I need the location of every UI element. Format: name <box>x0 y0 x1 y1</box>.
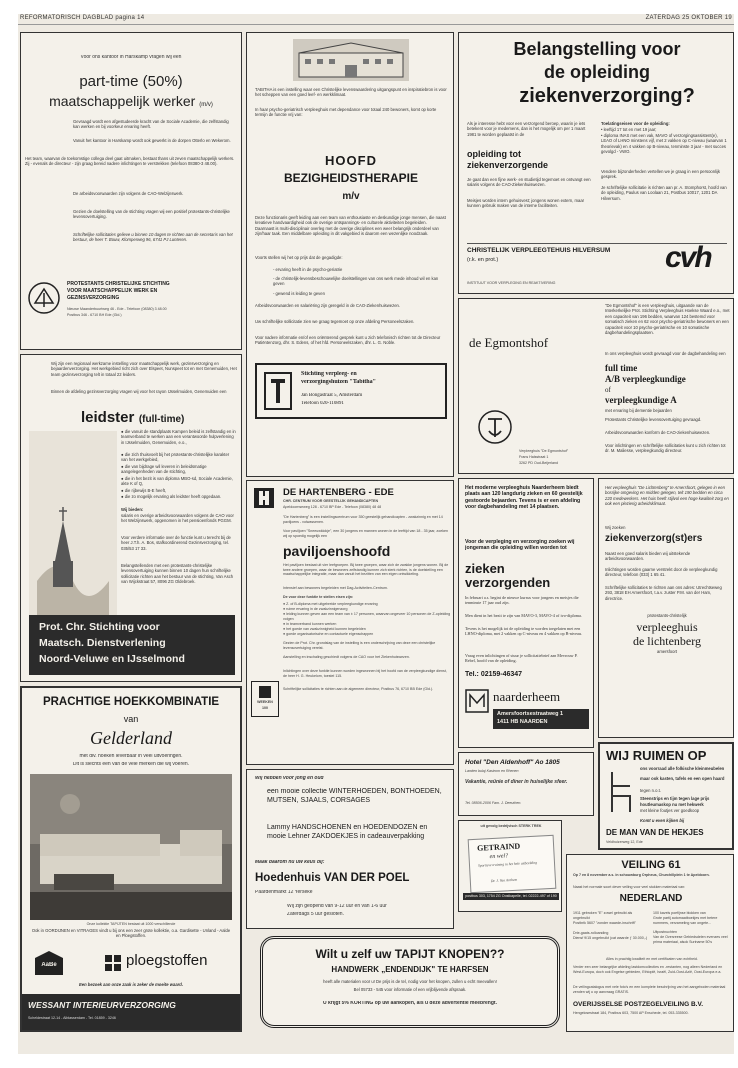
ad-egmontshof-job-3: of <box>605 386 611 394</box>
ad-harskamp-text-3: Het team, waarvan de toekomstige collega deel gaat uitmaken, bestaat thans uit zeven maatschappelijk werkers. Zij - evenals de directeur - zijn graag bereid nadere inlichtingen te verstrekken (telefoon 08380-3 48.00). <box>25 156 235 167</box>
ad-getraind-head: uit gevolg bedrijvisch STERK TREK <box>480 824 542 828</box>
ad-naarderheem-logo: naarderheem <box>493 689 561 704</box>
ad-nv-b-5: ● die rijbewijs B-E heeft, <box>121 488 167 493</box>
header-right: ZATERDAG 25 OKTOBER 19 <box>645 15 732 21</box>
ad-hartenberg-title: DE HARTENBERG - EDE <box>283 487 394 498</box>
ad-tabitha-bullet-1: - ervaring heeft in de psycho-geriatrie <box>273 267 343 272</box>
ad-getraind-addr: postbus 303, 1754 ZG Oostkapelle, tel. 02222-497 of 190 <box>463 893 559 900</box>
ad-gelderland-title: PRACHTIGE HOEKKOMBINATIE <box>42 696 220 708</box>
ad-hartenberg-logo-icon <box>253 487 275 509</box>
ad-tapijt-text-3: U krijgt 5% KORTING op uw aankopen, als u deze advertentie meebrengt. <box>323 1001 497 1006</box>
ad-winterhoeden-addr: Paardenmarkt 12 Yerseke <box>255 890 313 895</box>
ad-lichtenberg <box>598 478 734 738</box>
ad-noord-veluwe <box>20 354 242 682</box>
ad-egmontshof-job-4: verpleegkundige A <box>605 395 677 405</box>
ad-tabitha-title-3: m/v <box>342 191 360 202</box>
ad-naarderheem-tel: Tel.: 02159-46347 <box>465 671 523 678</box>
ad-hartenberg-req-2: ● ruime ervaring in de zwakzinnigenzorg <box>283 607 348 611</box>
ad-gelderland-footer-addr: Scheldestraat 12-14 - Alblasserdam - Tel. 01859 - 3246 <box>28 1016 116 1020</box>
header-left: REFORMATORISCH DAGBLAD pagina 14 <box>20 15 145 21</box>
ad-tabitha-building-illustration <box>293 39 409 81</box>
ad-veiling-text-2: Alles in prachtig kwaliteit en met certificaten van echtheid. <box>606 957 698 961</box>
ad-egmontshof-addr-1: Verpleeghuis "De Egmontshof" <box>519 449 569 453</box>
ad-veiling-text-3: Verder een zeer belangrijke afdeling lastdomcollecties en -restanten, nog alleen Nederland en West-Europa, doch ook Engelse gebieden, Ethiopië, Israël, Zuid-Oost-Azië, Oost-Europa e.a. <box>573 965 723 974</box>
ad-veiling-sub: Op 7 en 8 november a.s. in schouwburg Orpheus, Churchillplein 1 te Apeldoorn. <box>573 873 710 877</box>
ad-tabitha-title-1: HOOFD <box>325 153 377 168</box>
ad-nv-b-1: ● die vanuit de standplaats Kampen beleid is zelfstandig en in teamverband te werken aan een verantwoorde hulpverlening in IJsselmuiden, Genemuiden, e.o., <box>121 429 236 445</box>
ad-tabitha-title-2: BEZIGHEIDSTHERAPIE <box>283 171 418 185</box>
ad-zv-right-1: Toelatingseisen voor de opleiding: <box>601 121 670 126</box>
page-header <box>18 14 734 25</box>
ad-winterhoeden-text-3: Maak daarom nu uw keus bij: <box>255 860 325 865</box>
ad-naarderheem <box>458 478 594 748</box>
ad-lichtenberg-logo-3: de lichtenberg <box>632 634 702 648</box>
ad-hartenberg-text-5: Gezien de Prot. Chr. grondslag van de instelling is een onderschrijving van deze een christelijke levensovertuiging vereist. <box>283 641 436 650</box>
ad-hartenberg-text-1: "De Hartenberg" is een instellingscentrum voor 350 geestelijk gehandicapten - zwakzinnig en met 14 paviljoens - volwassenen. <box>283 515 443 524</box>
ad-lichtenberg-logo-1: protestants-christelijk <box>647 613 687 618</box>
ad-veiling-l-2: Postbrik 5607 "zonder waarde-inschrift" <box>573 921 636 925</box>
ad-harskamp-org-1: PROTESTANTS CHRISTELIJKE STICHTING <box>67 281 170 287</box>
ad-nv-b-4: ● die in het bezit is van diploma MBO-sd, Sociale Academie, akte K of Q, <box>121 476 233 487</box>
ad-veiling-addr: Hengelosestraat 184, Postbus 603, 7500 AP Enschede, tel. 053-335500. <box>573 1011 689 1015</box>
ad-ziekenverzorging <box>458 32 734 294</box>
ad-hartenberg-badge-2: 100 <box>262 706 268 710</box>
ad-hartenberg-subtitle: CHR. CENTRUM VOOR GEESTELIJK GEHANDICAPTEN <box>283 499 379 503</box>
ad-egmontshof-text-4: Protestants Christelijke levensovertuiging gevraagd. <box>605 417 702 422</box>
ad-egmontshof-text-5: Arbeidsvoorwaarden konform de CAO-ziekenhuiswezen. <box>605 430 711 435</box>
ad-gelderland-sub: van <box>123 714 139 724</box>
ad-tabitha-bullet-3: - gewend is leiding te geven <box>273 291 325 296</box>
ad-tabitha-logo-frame <box>255 363 447 419</box>
ad-zv-title-3: ziekenverzorging? <box>519 85 695 107</box>
ad-tapijt <box>260 936 560 1028</box>
ad-harskamp-title-suffix: (m/v) <box>199 102 213 108</box>
ad-aldenhoff-name: Hotel "Den Aldenhoff" Ao 1805 <box>465 759 560 766</box>
ad-zv-logo: cvh <box>665 241 711 274</box>
ad-aldenhoff <box>458 752 594 816</box>
ad-gelderland-text-4: Ook in GORDIJNEN en VITRAGES vindt u bij ons een zeer grote kollektie, o.a. Gardisette - Unland - Aalde en Ploegstoffen. <box>31 928 231 939</box>
ad-tabitha-logo-1: Stichting verpleeg- en <box>301 371 357 377</box>
ad-winterhoeden-text-2: Lammy HANDSCHOENEN en HOEDENDOZEN en mooie Lehner ZAKDOEKJES in cadeauverpakking <box>267 824 428 840</box>
ad-harskamp-logo-icon <box>27 281 61 315</box>
ad-ruimen-text-5: houtleumaskop nu met hekwerk <box>640 802 704 807</box>
ad-tabitha-text-5: Arbeidsvoorwaarden en salariëring zijn geregeld in de CAO-Ziekenhuiswezen. <box>255 303 401 308</box>
ad-lichtenberg-text-1: Het verpleeghuis "De Lichtenberg" te Amersfoort, gelegen in een bosrijke omgeving en midden gelegen, telt 190 bedden en circa 220 medewerkers. Het huis heeft stijlvol een hoge kwaliteit zorg en ook een plezierig arbeidsklimaat. <box>605 485 729 507</box>
ad-hartenberg-req-4: ● in teamverband kunnen werken <box>283 622 337 626</box>
ad-zv-right-4: Vendere bijzonderheden vertellen we je graag in een persoonlijk gesprek. <box>601 169 720 180</box>
ad-tabitha-logo-3: Jan Bongastraat 5, Amsterdam <box>301 393 363 398</box>
ad-harskamp-text-6: Schriftelijke sollicitaties gelieve u binnen 10 dagen te richten aan de secretaris van het bestuur, de heer T. Bouw, Klomperweg 96, 6741 PJ Lunteren. <box>73 232 233 243</box>
ad-tabitha-text-7: Voor nadere informatie en/of een oriënterend gesprek kunt u zich telefonisch richten tot de Directeur Patiëntenzorg, dhr. S. Edens, of het hfd. Personeelszaken, dhr. L. G. Noble. <box>255 335 441 346</box>
ad-egmontshof-addr-3: 3262 PD Oud-Beijerland <box>519 461 558 465</box>
ad-zv-org: CHRISTELIJK VERPLEEGTEHUIS HILVERSUM <box>467 247 611 254</box>
ad-gelderland-aabe-logo <box>34 950 64 976</box>
ad-naarderheem-address-bar <box>493 709 589 729</box>
ad-veiling-title: VEILING 61 <box>621 859 681 871</box>
ad-tabitha-text-2: In haar psycho-geriatrisch verpleeghuis met dependance voor totaal 240 bewoners, komt op korte termijn de functie vrij van: <box>255 107 437 118</box>
ad-naarderheem-text-6: Vraag even inlichtingen of stuur je sollicitatiebrief aan Mevrouw P. Rebel, hoofd van de opleiding. <box>465 653 578 664</box>
ad-egmontshof-logo: de Egmontshof <box>469 335 549 350</box>
ad-veiling-r-1: 100 kavels poefijnse blokken van <box>653 911 706 915</box>
ad-harskamp-title-1: part-time (50%) <box>79 73 183 90</box>
ad-veiling <box>566 854 734 1032</box>
ad-lichtenberg-text-2: Wij zoeken <box>605 525 626 530</box>
ad-ruimen-text-3: tegen n.o.t. <box>640 788 661 793</box>
ad-zv-right-2: • leeftijd 17 tot en met 19 jaar; <box>601 127 657 132</box>
ad-hartenberg-badge-icon <box>258 685 272 699</box>
ad-veiling-l-4: Diensf 9/15 ongebruikt (cat waarde ƒ 30.000,-) <box>573 936 648 940</box>
ad-hartenberg-text-2: Voor paviljoen "Sneeuwklokje", een 30 jongens en mannen wonen in de leeftijd van 18 - 35 jaar, zoeken wij op spoedig mogelijk een <box>283 529 448 538</box>
ad-getraind-note-2: en wel? <box>489 853 509 861</box>
ad-egmontshof-emblem-icon <box>477 409 513 445</box>
ad-tapijt-title: Wilt u zelf uw TAPIJT KNOPEN?? <box>315 947 505 961</box>
ad-zv-sub-2: ziekenverzorgende <box>467 160 549 170</box>
ad-zv-right-5: Je schriftelijke sollicitatie is richten aan pr. A. Stomphorst, hoofd van de opleiding, Paulus van Loolaan 21, Postbus 10017, 1201 DA Hilversum. <box>601 185 727 201</box>
ad-hartenberg-req-6: ● goede organisatorische en contactuele eigenschappen <box>283 632 374 636</box>
ad-gelderland-text-5: Een bezoek aan onze zaak is zeker de moeite waard. <box>78 982 184 987</box>
ad-hartenberg-text-7: Inlichtingen over deze funktie kunnen worden ingewonnen bij het hoofd van de verpleegkundige dienst, de heer H. G. Heukelom, toestel 115. <box>283 669 447 678</box>
ad-zv-text-1: Als je interesse hebt voor een verzorgend beroep, waarin je iets betekent voor je medemens, dan is het mogelijk om per 1 maart 1981 te worden geplaatst in de <box>467 121 586 137</box>
ad-getraind-note <box>468 835 557 893</box>
ad-gelderland-brand-2: ploegstoffen <box>126 952 208 969</box>
ad-harskamp-text-4: De arbeidsvoorwaarden zijn volgens de CAO-Welzijnswerk. <box>73 191 184 196</box>
ad-lichtenberg-text-4: Inlichtingen worden gaarne verstrekt door de verpleegkundig directeur, telefoon (033) 1 65 41. <box>605 567 718 578</box>
ad-ruimen-addr: Veldhuizerweg 12, Ede <box>606 840 643 844</box>
ad-tabitha <box>246 32 454 477</box>
ad-winterhoeden-name: Hoedenhuis VAN DER POEL <box>255 872 410 884</box>
ad-zv-right-3: • diploma INAS met een vak, MAVO of verzorgingsassistent(e), LEAO of LHNO minstens vijf, met 2 vakken op C-niveau (waarvan 1 theorievak) en 4 vakken op B-niveau, tenminste 3 jaar - met succes gevolgd - VWO. <box>601 133 727 155</box>
ad-winterhoeden-hours-2: Zaterdags 5 uur gesloten. <box>287 912 344 917</box>
ad-veiling-text-1: Naast het normale soort dever veiling voor veel stukken materiaal van: <box>573 885 686 889</box>
ad-winterhoeden-intro: Wij hebben voor jong en oud <box>255 776 324 781</box>
ad-nv-org-banner <box>29 615 235 675</box>
ad-ruimen-title: WIJ RUIMEN OP <box>606 748 707 763</box>
ad-gelderland-footer-bar <box>22 994 240 1030</box>
ad-getraind-note-1: GETRAIND <box>476 841 521 853</box>
ad-gelderland-text-1: met div. hoeken leverbaar in veel uitvoeringen. <box>79 754 183 759</box>
ad-harskamp-text-1: Gevraagd wordt een afgestudeerde kracht van de Sociale Academie, die zelfstandig kan werken en bij voorkeur ervaring heeft. <box>73 119 229 130</box>
ad-tabitha-text-3: Deze functionaris geeft leiding aan een team van enthousiaste en deskundige jonge mensen, die naast kreatieve handvaardigheid ook de overige ontspannings- en culturele aktiviteiten begeleiden. Daarnaast is multi-disciplinair overleg met de overige disciplines een weer belangrijk onderdeel van zijn/haar taak. Een middelbare opleiding in dit vakgebied is daarom een wezenlijke noodzaak. <box>255 215 446 237</box>
ad-gelderland-footer: WESSANT INTERIEURVERZORGING <box>28 1000 176 1010</box>
ad-zv-sub-1: opleiding tot <box>467 149 521 159</box>
ad-aldenhoff-text-1: Vakantie, reünie of diner in huiselijke sfeer. <box>465 779 568 785</box>
ad-hartenberg-anniversary-badge <box>251 681 279 717</box>
ad-hartenberg-badge-1: WEEKEN <box>257 700 273 704</box>
ad-lichtenberg-job: ziekenverzorg(st)ers <box>605 533 703 544</box>
ad-lichtenberg-logo-2: verpleeghuis <box>636 620 698 634</box>
ad-aldenhoff-tel: Tel. 08506-2006 Fam. J. Deeuthen. <box>465 801 522 805</box>
ad-nv-church-illustration <box>29 431 117 631</box>
ad-egmontshof-addr-2: Frans Halsstraat 1 <box>519 455 549 459</box>
ad-naarderheem-text-5: Tevens is het mogelijk tot de opleiding te worden toegelaten met een LHNO-diploma, met 2 vakken op C-niveau en 4 vakken op B-niveau. <box>465 626 582 637</box>
ad-naarderheem-addr-1: Amersfoortsestraatweg 1 <box>497 711 564 717</box>
ad-harskamp-org-2: VOOR MAATSCHAPPELIJK WERK EN <box>67 288 158 294</box>
ad-gelderland-text-3: Onze kollektie TAPIJTEN bestaat uit 1000 verschillende <box>86 922 176 926</box>
ad-harskamp-addr-1: Nieuwe Maanderbuurtweg 46 - Ede - Telefoon (08380) 3 48.00 <box>67 307 167 311</box>
ad-veiling-l-1: 1911 gebroken "E" zowel gebruikt als ongebruikt <box>573 911 633 920</box>
ad-hartenberg-text-3: Het paviljoen bestaat uit vier leefgroepen. Bij twee groepen, waar zich de zwakke jongens wonen. Bij de twee andere groepen, waar de bewoners zelfstandig kunnen zich sterk richten, is de doelstelling een maatschappelijke integratie, maar dan vanuit het bezitten van een eigen ontwikkeling. <box>283 563 449 577</box>
ad-gelderland-brand-3: AaBe <box>41 962 57 968</box>
ad-ruimen <box>598 742 734 850</box>
ad-hartenberg-req-1: ● Z. of B-diploma met uitgebreide verpleegkundige ervaring <box>283 602 378 606</box>
ad-nv-org-2: Maatsch. Dienstverlening <box>39 637 166 649</box>
ad-tabitha-text-6: Uw schriftelijke sollicitatie zien we graag tegemoet op onze afdeling Personeelszaken. <box>255 319 415 324</box>
ad-naarderheem-addr-2: 1411 HB NAARDEN <box>497 719 548 725</box>
ad-ruimen-text-1: ons voorraad alle folkische kleinmeubelen <box>640 766 725 771</box>
ad-winterhoeden-text-1: een mooie collectie WINTERHOEDEN, BONTHOEDEN, MUTSEN, SJAALS, CORSAGES <box>267 788 442 804</box>
ad-gelderland-ploeg-icon <box>104 954 122 972</box>
ad-harskamp-intro: Voor ons kantoor in Harskamp vragen wij een <box>80 55 182 60</box>
ad-harskamp <box>20 32 242 350</box>
ad-tapijt-sub: HANDWERK „ENDENDIJK" TE HARFSEN <box>331 965 489 974</box>
ad-gelderland-brand: Gelderland <box>90 728 172 748</box>
ad-tabitha-text-1: TABITHA is een instelling waar een Christelijke levenswaardering uitgangspunt en inspiratiebron is voor het scheppen van een goed leef- en werkklimaat. <box>255 87 447 98</box>
ad-ruimen-chair-icon <box>606 768 636 816</box>
ad-zv-title-2: de opleiding <box>544 62 650 82</box>
ad-zv-title-1: Belangstelling voor <box>513 39 681 59</box>
ad-nv-apply: Belangstellenden met een protestants-christelijke levensovertuiging kunnen binnen 10 dagen hun schriftelijke sollicitatie richten aan het bestuur van de stichting, Van Asch van Wijckstraat 57, 8096 ZG Oldebroek. <box>121 563 234 585</box>
ad-naarderheem-job-1: zieken <box>465 561 505 576</box>
ad-ruimen-text-6: met kleine foutjes ver goedkoop <box>640 808 700 813</box>
ad-harskamp-text-5: Gezien de doelstelling van de stichting vragen wij een positief protestants-christelijke levensovertuiging. <box>73 209 230 220</box>
ad-nv-offer-h: Wij bieden: <box>121 507 144 512</box>
ad-tabitha-logo-2: verzorgingshuizen "Tabitha" <box>301 379 376 385</box>
ad-getraind-note-3: Sportieve training in het hele uitbeelding <box>477 860 538 868</box>
ad-aldenhoff-sub: Landen bulaj Kastrom en Rhenen <box>465 769 519 773</box>
ad-winterhoeden <box>246 769 454 929</box>
ad-harskamp-addr-2: Postbus 346 - 6710 BH Ede (Gld.) <box>67 313 122 317</box>
ad-veiling-country: NEDERLAND <box>619 893 683 904</box>
ad-zv-footer: INSTITUUT VOOR VERPLEGING EN REAKTIVERING <box>467 281 556 285</box>
ad-lichtenberg-logo-4: amersfoort <box>656 649 677 654</box>
ad-tabitha-t-icon <box>263 371 293 411</box>
ad-harskamp-title-2: maatschappelijk werker <box>49 93 196 109</box>
ad-naarderheem-job-2: verzorgenden <box>465 575 551 590</box>
ad-hartenberg-req-h: De voor deze funktie te stellen eisen zijn: <box>283 595 354 599</box>
ad-getraind <box>458 820 562 912</box>
ad-tapijt-text-1: heeft alle materialen voor u! De prijs is de tel, nodig voor het knopen, zullen u echt meevallen! <box>323 979 497 984</box>
ad-egmontshof-text-2: In ons verpleeghuis wordt gevraagd voor de dagbehandeling een <box>605 351 726 356</box>
ad-gelderland-text-2: Dit is slechts één van de vele merken die wij voeren. <box>72 762 190 767</box>
ad-nv-org-3: Noord-Veluwe en IJsselmond <box>39 653 185 665</box>
ad-nv-job-row <box>81 409 241 427</box>
ad-getraind-signer: Dr. J. Van Arnhem <box>490 877 518 884</box>
ad-hartenberg-req-5: ● het goede van zwakzinnigheid kunnen begeleiden <box>283 627 366 631</box>
ad-veiling-org: OVERIJSSELSE POSTZEGELVEILING B.V. <box>573 1001 704 1008</box>
ad-harskamp-title-2-row <box>21 93 241 109</box>
ad-naarderheem-text-1: Het moderne verpleeghuis Naarderheem biedt plaats aan 120 langdurig zieken en 60 geestelijk gestoorde bejaarden. Tevens is er een afdeling voor dagbehandeling met 14 plaatsen. <box>465 485 583 511</box>
ad-hartenberg-text-4: Intensief aan bewoners begeleiden met Dag-Activiteiten-Centrum. <box>283 586 388 590</box>
ad-hartenberg-req-3: ● leiding kunnen geven aan een team van ± 17 personen, waarvan ongeveer 10 personen de Z-opleiding volgen <box>283 612 451 621</box>
ad-lichtenberg-text-3: Naast een goed salaris bieden wij uitstekende arbeidsvoorwaarden. <box>605 551 691 562</box>
ad-nv-job-suffix: (full-time) <box>138 414 185 425</box>
ad-winterhoeden-hours-1: Wij zijn geopend van 9-12 uur en van 1-6 uur <box>287 904 387 909</box>
ad-egmontshof-job-2: A/B verpleegkundige <box>605 374 686 384</box>
ad-naarderheem-logo-icon <box>465 689 489 713</box>
ad-nv-text-1: Wij zijn een regionaal werkzame instelling voor maatschappelijk werk, gezinsverzorging en bejaardenverzorging. Het werkgebied richt zich over Elspeet, Nunspeet tot en met Genemuiden, Het team gezinsverzorging telt in totaal 22 leiders. <box>51 361 237 377</box>
ad-ruimen-text-4: Steenstrips en tijm tegen lage prijs <box>640 796 710 801</box>
ad-nv-text-2: Binnen de afdeling gezinsverzorging vragen wij voor het rayon IJsselmuiden, Genemuiden een <box>51 389 227 394</box>
ad-nv-job: leidster <box>81 409 135 426</box>
newspaper-page <box>18 14 734 1054</box>
ad-tabitha-logo-4: Telefoon 020-110891 <box>301 401 344 406</box>
ad-gelderland <box>20 686 242 1032</box>
ad-hartenberg-text-8: Schriftelijke sollicitaties te richten aan de algemeen directeur, Postbus 76, 6710 BB Ede (Gld.). <box>283 687 434 691</box>
ad-zv-org-sub: (r.k. en prot.) <box>467 257 499 263</box>
ad-harskamp-org-3: GEZINSVERZORGING <box>67 295 120 301</box>
ad-nv-b-6: ● die zo mogelijk ervaring als leidster heeft opgedaan. <box>121 494 222 499</box>
ad-lichtenberg-text-5: Schriftelijke sollicitaties te richten aan ons adres: Utrechtseweg 293, 3818 EH Amersfoort, t.a.v. zuster P.M. van der Ham, directrice. <box>605 585 722 601</box>
ad-nv-info: Voor verdere informatie over de functie kunt u terecht bij de heer J.T.h. A. Bos, stafkoordinerend Gezinsverzorging, tel. 035/53 17 33. <box>121 535 231 551</box>
ad-naarderheem-text-2: Voor de verpleging en verzorging zoeken wij jongeman die opleiding willen worden tot <box>465 539 575 552</box>
ad-veiling-r-2: Grote partij automaatboekjes met betere nummers, verzameling van ongete... <box>653 916 718 925</box>
ad-zv-text-3: Meisjes worden intern gehuisvest; jongens wonen extern, maar kunnen gebruik maken van de interne faciliteiten. <box>467 198 585 209</box>
ad-gelderland-sofa-photo <box>30 774 232 920</box>
ad-egmontshof <box>458 298 734 474</box>
ad-hartenberg-job: paviljoenshoofd <box>283 543 391 559</box>
ad-hartenberg-text-6: Aanstelling en inschaling geschiedt volgens de CAO voor het Ziekenhuiswezen. <box>283 655 410 659</box>
ad-hartenberg <box>246 480 454 765</box>
ad-tapijt-text-2: Bel 05733 - 545 voor informatie of een vrijblijvende afspraak. <box>353 987 467 992</box>
ad-nv-org-1: Prot. Chr. Stichting voor <box>39 621 160 633</box>
ad-harskamp-text-2: Vanuit het kantoor in Harskamp wordt ook gewerkt in de dorpen Otterlo en Wekerom. <box>73 138 231 143</box>
ad-tabitha-bullet-2: - de christelijk-levensbeschouwelijke doelstellingen van ons werk mede inhoud wil en kan geven <box>273 276 439 287</box>
ad-naarderheem-text-3: In februari a.s. begint de nieuwe kursus voor jongens en meisjes die tenminste 17 jaar oud zijn. <box>465 595 579 606</box>
ad-naarderheem-text-4: Men dient in het bezit te zijn van MAVO-3, MAVO-4 of ivo-diploma. <box>465 613 582 618</box>
ad-egmontshof-job-1: full time <box>605 363 638 373</box>
ad-zv-text-2: Je gaat dan een fijne werk- en studietijd tegemoet en ontvangt een salaris volgens de CAO-Ziekenhuiswezen. <box>467 177 591 188</box>
ad-hartenberg-sub2: Apeldoornseweg 128 - 6710 BP Ede - Telefoon (08380) 48 48 <box>283 505 382 509</box>
ad-nv-b-3: ● die van bijdrage wil leveren in beleidsmatige aangelegenheden van de stichting, <box>121 464 207 475</box>
ad-veiling-r-3: Uitpostnuchten <box>653 930 677 934</box>
ad-ruimen-text-2: maar ook kasten, tafels en een open haard <box>640 776 725 781</box>
ad-nv-offer: salaris en overige arbeidsvoorwaarden volgens de CAO voor het Welzijnswerk, opgenomen in het pensioenfonds PGGM. <box>121 513 234 524</box>
ad-ruimen-text-7: Komt u even kijken bij <box>640 818 685 823</box>
ad-tabitha-text-4: Voorts stellen wij het op prijs dat de gegadigde: <box>255 255 343 260</box>
ad-nv-b-2: ● die zich thuisvoelt bij het protestants-christelijke karakter van het werkgebied, <box>121 452 230 463</box>
ad-egmontshof-text-1: "De Egmontshof" is een verpleeghuis, uitgaande van de Interkerkelijke Prot. Stichting Verpleeghuis Hoekse Waard e.o., met een capaciteit van 196 bedden, waarvan 124 bestemd voor somatisch zieken en 62 voor psycho-geriatrische bewoners en een capaciteit voor 10 psycho-geriatrische en 10 somatische dagbehandelingsplaatsen. <box>605 303 730 336</box>
ad-veiling-r-4: Van de Overzeese Gebiedsdelen evenzes veel prima materiaal, alsok Suriname 50's <box>653 935 728 944</box>
ad-ruimen-name: DE MAN VAN DE HEKJES <box>606 828 704 837</box>
ad-veiling-text-4: De veilingcatalogus met vele foto's en een komplete beschrijving van het aangeboden materiaal zenden wij u op aanvraag GRATIS. <box>573 985 726 994</box>
ad-veiling-l-3: Drie-gaats-rolloanding <box>573 931 609 935</box>
ad-egmontshof-text-6: Voor inlichtingen en schriftelijke sollicitaties kunt u zich richten tot dr. M. Maliesse, verpleegkundig directeur. <box>605 443 726 454</box>
ad-egmontshof-text-3: met ervaring bij dementie bejaarden <box>605 408 672 413</box>
